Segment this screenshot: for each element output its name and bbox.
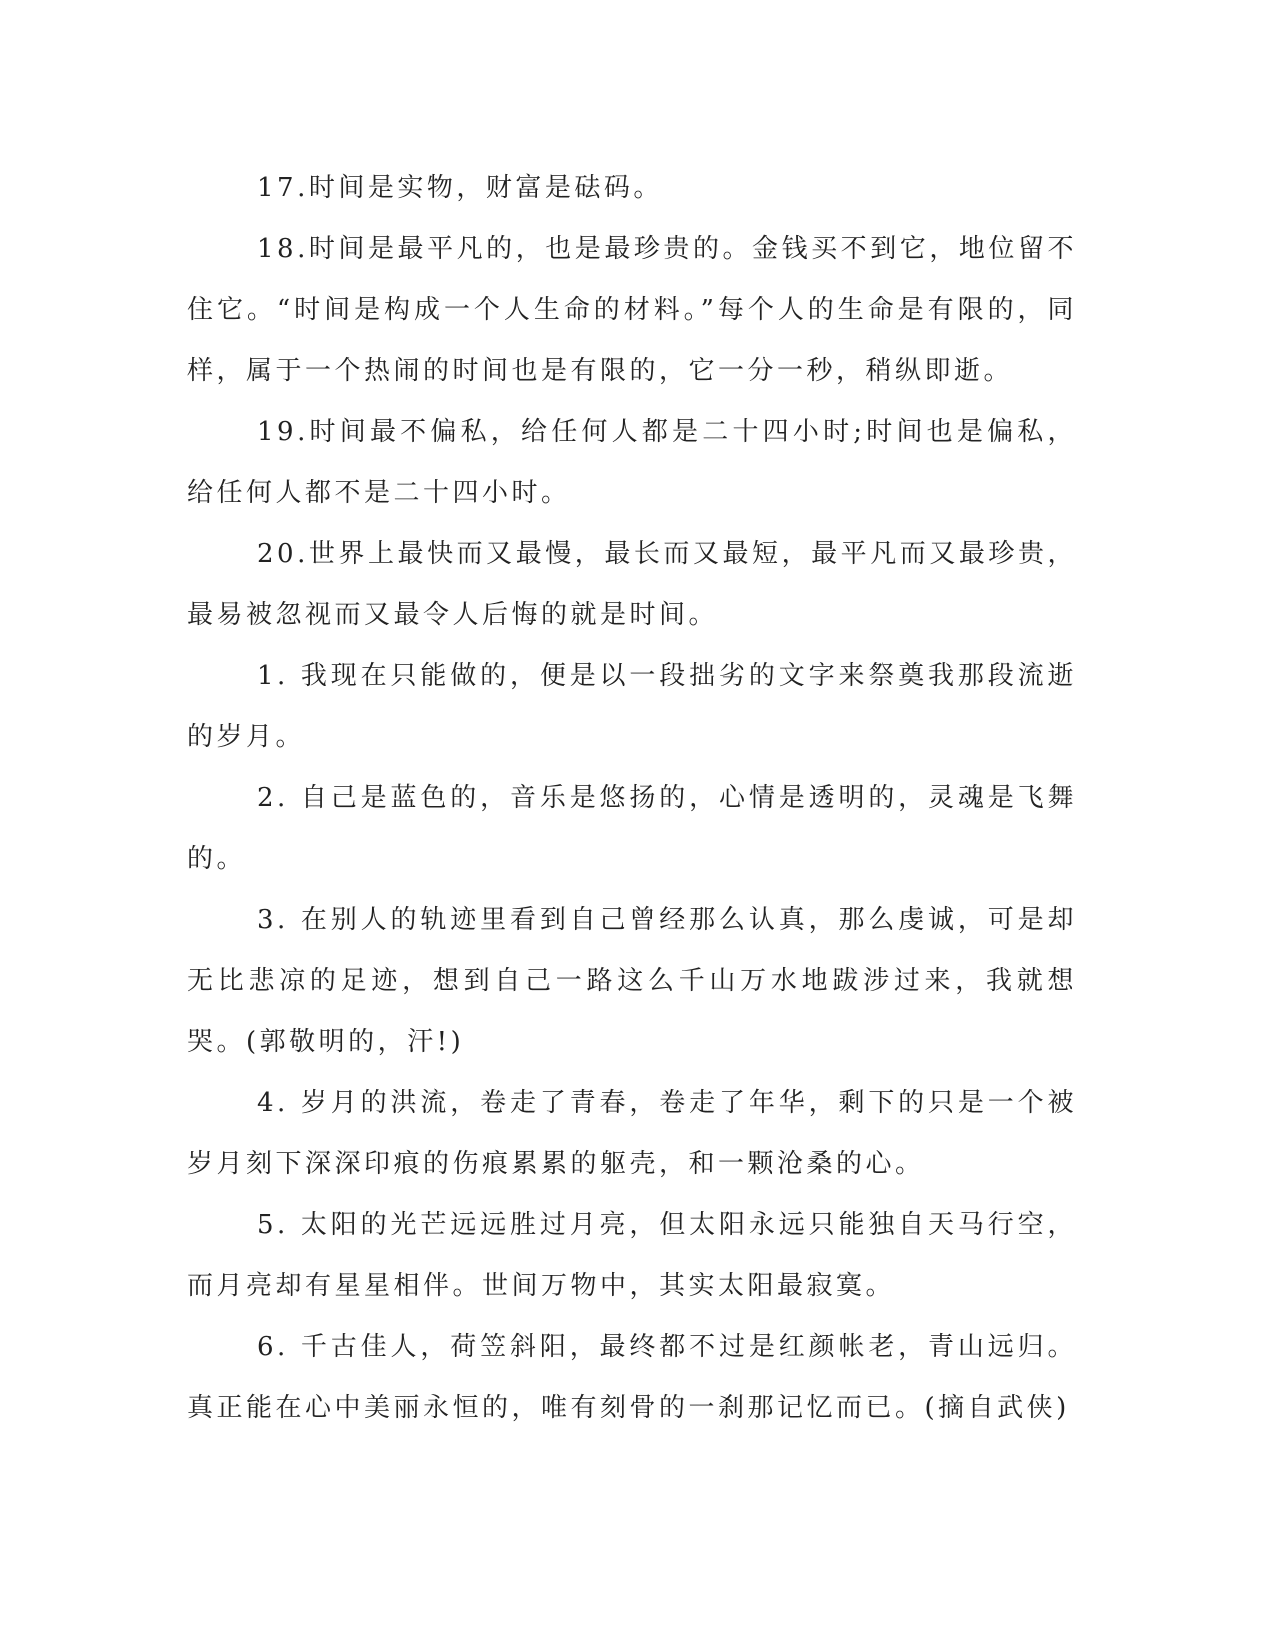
paragraph-5: 5. 太阳的光芒远远胜过月亮，但太阳永远只能独自天马行空，而月亮却有星星相伴。世间万物中，其实太阳最寂寞。: [187, 1210, 1077, 1301]
paragraph-19: 19.时间最不偏私，给任何人都是二十四小时;时间也是偏私，给任何人都不是二十四小时。: [187, 417, 1077, 508]
paragraph-1: 1. 我现在只能做的，便是以一段拙劣的文字来祭奠我那段流逝的岁月。: [187, 661, 1077, 752]
paragraph-20: 20.世界上最快而又最慢，最长而又最短，最平凡而又最珍贵，最易被忽视而又最令人后悔的就是时间。: [187, 539, 1077, 630]
paragraph-3: 3. 在别人的轨迹里看到自己曾经那么认真，那么虔诚，可是却无比悲凉的足迹，想到自己一路这么千山万水地跋涉过来，我就想哭。(郭敬明的，汗!): [187, 905, 1077, 1057]
paragraph-18: 18.时间是最平凡的，也是最珍贵的。金钱买不到它，地位留不住它。“时间是构成一个人生命的材料。”每个人的生命是有限的，同样，属于一个热闹的时间也是有限的，它一分一秒，稍纵即逝。: [187, 234, 1077, 386]
paragraph-4: 4. 岁月的洪流，卷走了青春，卷走了年华，剩下的只是一个被岁月刻下深深印痕的伤痕累累的躯壳，和一颗沧桑的心。: [187, 1088, 1077, 1179]
paragraph-2: 2. 自己是蓝色的，音乐是悠扬的，心情是透明的，灵魂是飞舞的。: [187, 783, 1077, 874]
paragraph-17: 17.时间是实物，财富是砝码。: [257, 173, 663, 203]
paragraph-6: 6. 千古佳人，荷笠斜阳，最终都不过是红颜帐老，青山远归。真正能在心中美丽永恒的，唯有刻骨的一刹那记忆而已。(摘自武侠): [187, 1332, 1077, 1423]
document-body: [187, 158, 1077, 1439]
